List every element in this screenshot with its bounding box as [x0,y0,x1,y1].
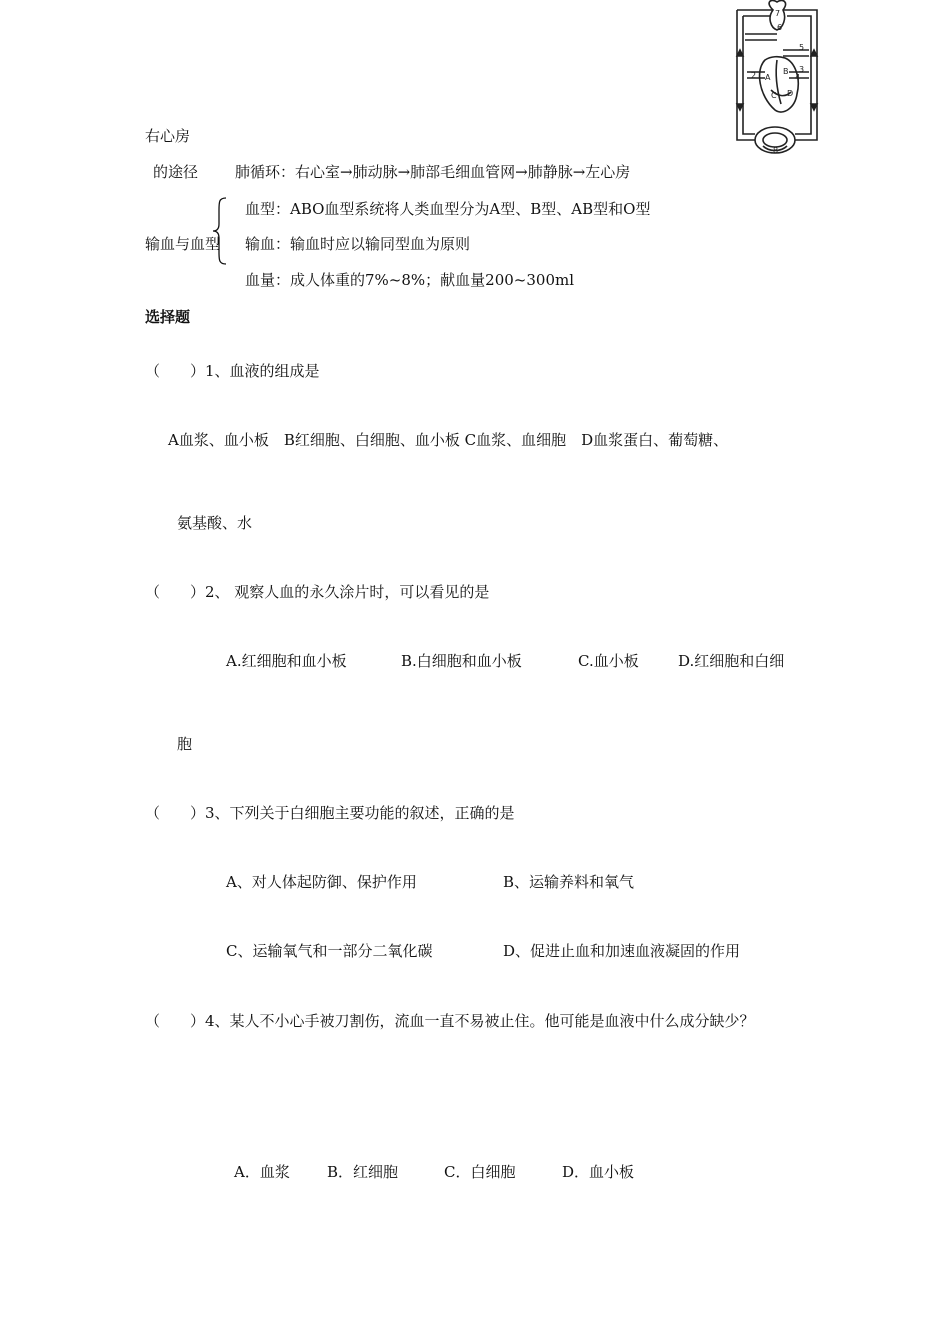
question-3-option-a: A、对人体起防御、保护作用 [226,873,417,891]
right-atrium-text: 右心房 [145,127,191,145]
question-3-option-d: D、促进止血和加速血液凝固的作用 [503,942,741,960]
diagram-label: 4 [795,73,801,82]
diagram-label: D [787,89,794,98]
section-title: 选择题 [145,308,191,326]
question-3-option-c: C、运输氧气和一部分二氧化碳 [226,942,433,960]
transfusion-group-label: 输血与血型 [145,235,221,253]
question-1-options: A血浆、血小板 B红细胞、白细胞、血小板 C血浆、血细胞 D血浆蛋白、葡萄糖、 [168,431,729,449]
blood-volume-text: 血量：成人体重的7%~8%；献血量200~300ml [245,271,575,289]
blood-type-text: 血型：ABO血型系统将人类血型分为A型、B型、AB型和O型 [245,200,651,218]
diagram-label: B [783,67,789,76]
question-4-option-a: A．血浆 [234,1163,290,1181]
question-4-option-d: D．血小板 [562,1163,635,1181]
question-4-option-b: B．红细胞 [327,1163,399,1181]
diagram-label: C [771,91,777,100]
question-1-stem: （ ）1、血液的组成是 [145,362,320,380]
question-2-stem: （ ）2、 观察人血的永久涂片时，可以看见的是 [145,583,490,601]
diagram-label: A [765,73,771,82]
question-2-option-d: D.红细胞和白细 [678,652,785,670]
transfusion-rule-text: 输血：输血时应以输同型血为原则 [245,235,471,253]
diagram-label: 3 [799,65,805,74]
pulmonary-circulation-text: 肺循环：右心室→肺动脉→肺部毛细血管网→肺静脉→左心房 [235,163,631,181]
question-4-stem: （ ）4、某人不小心手被刀割伤，流血一直不易被止住。他可能是血液中什么成分缺少？ [145,1012,755,1030]
diagram-label: 5 [799,43,805,52]
diagram-label: 2 [751,71,757,80]
question-1-options-continued: 氨基酸、水 [177,514,253,532]
question-3-option-b: B、运输养料和氧气 [503,873,635,891]
brace-icon [210,196,230,266]
diagram-label: 8 [773,146,779,155]
question-4-option-c: C．白细胞 [444,1163,516,1181]
diagram-label: 6 [777,23,783,32]
question-2-option-b: B.白细胞和血小板 [401,652,522,670]
question-2-option-c: C.血小板 [578,652,639,670]
question-2-option-d-continued: 胞 [177,735,193,753]
question-2-option-a: A.红细胞和血小板 [226,652,347,670]
diagram-label: 7 [775,9,781,18]
question-3-stem: （ ）3、下列关于白细胞主要功能的叙述，正确的是 [145,804,515,822]
blood-circulation-diagram [725,0,825,160]
route-label: 的途径 [153,163,199,181]
